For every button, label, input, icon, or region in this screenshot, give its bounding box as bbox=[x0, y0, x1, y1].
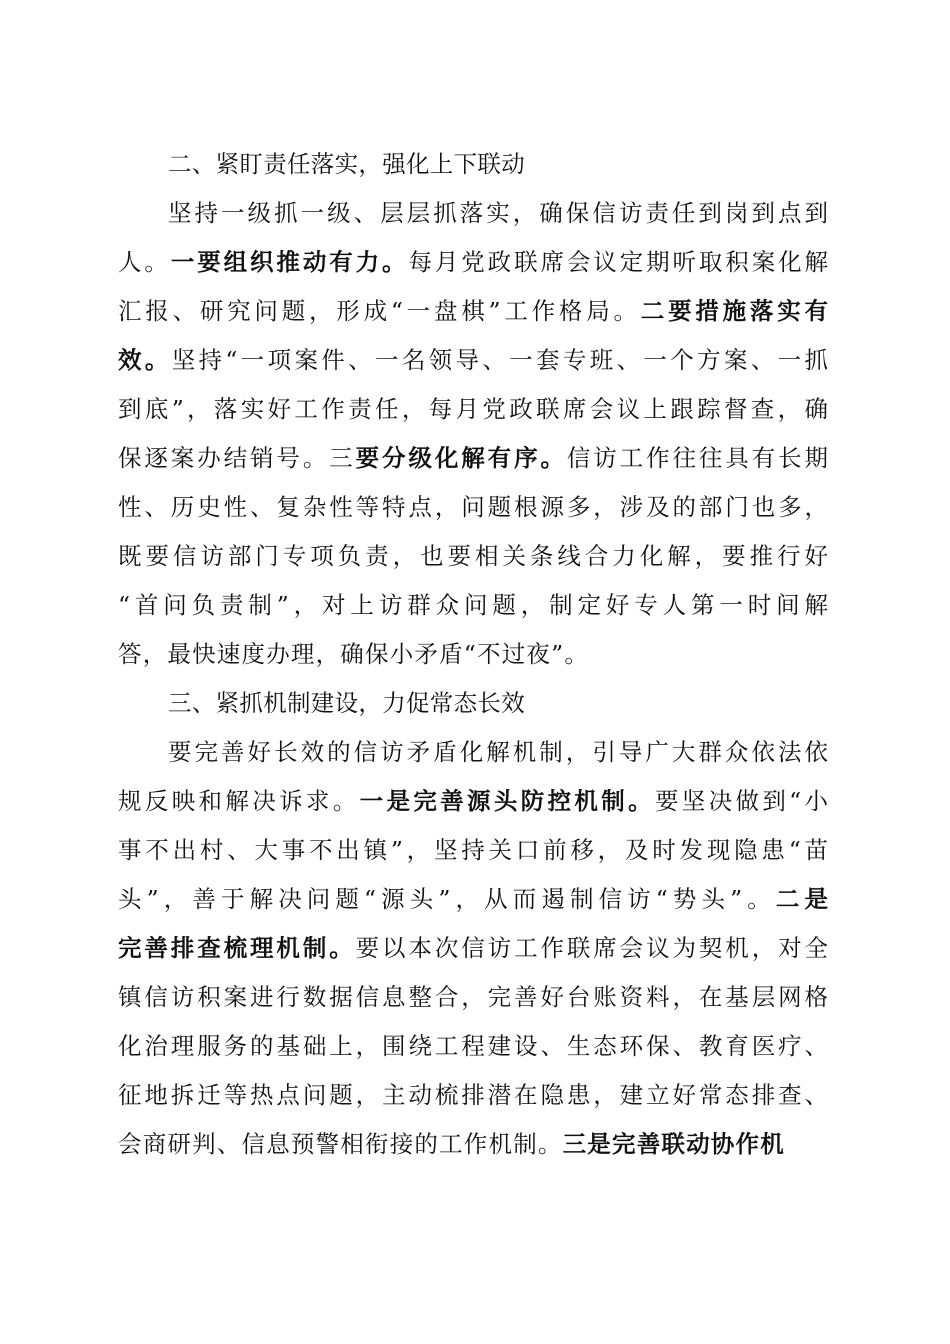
text-run: 要完善好长效的信访矛盾化解机制，引导广大群众依法依 bbox=[168, 738, 828, 766]
bold-text-run: 完善排查梳理机制。 bbox=[118, 934, 356, 962]
section-paragraph bbox=[118, 728, 828, 1169]
section-heading: 三、紧抓机制建设，力促常态长效 bbox=[168, 689, 525, 717]
text-run: 镇信访积案进行数据信息整合，完善好台账资料，在基层网格 bbox=[118, 983, 828, 1011]
text-run: 化治理服务的基础上，围绕工程建设、生态环保、教育医疗、 bbox=[118, 1032, 828, 1060]
bold-text-run: 二要措施落实有 bbox=[640, 297, 829, 325]
bold-text-run: 要分级化解有序。 bbox=[355, 444, 567, 472]
text-run: 事不出村、大事不出镇”，坚持关口前移，及时发现隐患“苗 bbox=[118, 836, 828, 864]
text-run: 信访工作往往具有长期 bbox=[566, 444, 829, 472]
text-run: 每月党政联席会议定期听取积案化解 bbox=[408, 248, 829, 276]
text-line bbox=[118, 924, 828, 973]
text-line bbox=[118, 483, 828, 532]
text-line bbox=[118, 238, 828, 287]
text-line bbox=[118, 385, 828, 434]
bold-text-run: 效。 bbox=[118, 346, 172, 374]
document-body bbox=[118, 140, 828, 1169]
text-line bbox=[118, 1120, 828, 1169]
text-run: 会商研判、信息预警相衔接的工作机制。 bbox=[118, 1130, 563, 1158]
text-run: 头”，善于解决问题“源头”，从而遏制信访“势头”。 bbox=[118, 885, 776, 913]
text-run: 答，最快速度办理，确保小矛盾“不过夜”。 bbox=[118, 640, 590, 668]
text-line bbox=[118, 728, 828, 777]
text-run: 坚持一级抓一级、层层抓落实，确保信访责任到岗到点到 bbox=[168, 199, 828, 227]
text-line bbox=[118, 1071, 828, 1120]
text-line bbox=[118, 630, 828, 679]
bold-text-run: 一是完善源头防控机制。 bbox=[359, 787, 655, 815]
text-run: “首问负责制”，对上访群众问题，制定好专人第一时间解 bbox=[118, 591, 828, 619]
text-run: 既要信访部门专项负责，也要相关条线合力化解，要推行好 bbox=[118, 542, 828, 570]
text-run: 要以本次信访工作联席会议为契机，对全 bbox=[355, 934, 829, 962]
text-run: 坚持“一项案件、一名领导、一套专班、一个方案、一抓 bbox=[171, 346, 829, 374]
section-paragraph bbox=[118, 189, 828, 679]
text-run: 性、历史性、复杂性等特点，问题根源多，涉及的部门也多， bbox=[118, 493, 828, 521]
text-line bbox=[118, 532, 828, 581]
text-line bbox=[118, 434, 828, 483]
text-run: 保逐案办结销号。三 bbox=[118, 444, 356, 472]
text-line bbox=[118, 875, 828, 924]
text-line bbox=[118, 287, 828, 336]
text-run: 人。 bbox=[118, 248, 171, 276]
bold-text-run: 一要组织推动有力。 bbox=[170, 248, 409, 276]
bold-text-run: 三是完善联动协作机 bbox=[562, 1130, 785, 1158]
text-run: 汇报、研究问题，形成“一盘棋”工作格局。 bbox=[118, 297, 641, 325]
text-line bbox=[118, 336, 828, 385]
text-run: 要坚决做到“小 bbox=[654, 787, 829, 815]
section-heading: 二、紧盯责任落实，强化上下联动 bbox=[168, 150, 525, 178]
text-line bbox=[118, 777, 828, 826]
text-line bbox=[118, 581, 828, 630]
text-run: 征地拆迁等热点问题，主动梳排潜在隐患，建立好常态排查、 bbox=[118, 1081, 828, 1109]
text-run: 规反映和解决诉求。 bbox=[118, 787, 360, 815]
text-line bbox=[118, 826, 828, 875]
text-line bbox=[118, 973, 828, 1022]
text-line bbox=[118, 1022, 828, 1071]
bold-text-run: 二是 bbox=[775, 885, 829, 913]
text-run: 到底”，落实好工作责任，每月党政联席会议上跟踪督查，确 bbox=[118, 395, 828, 423]
text-line bbox=[118, 189, 828, 238]
